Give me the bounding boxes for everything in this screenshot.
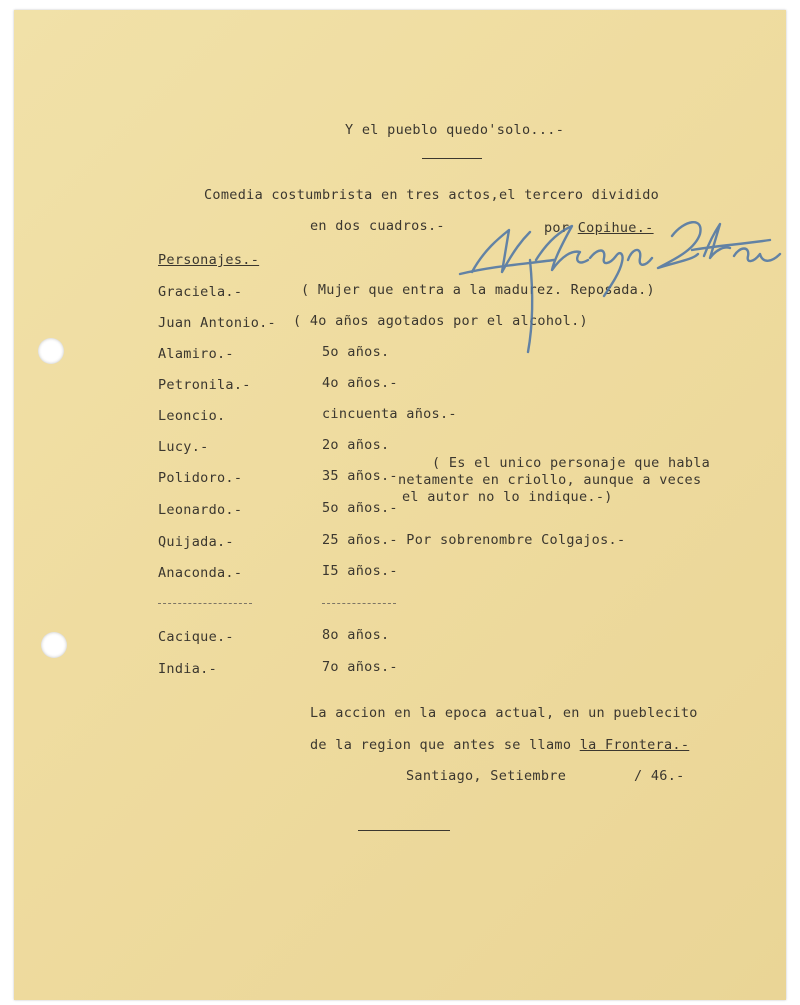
subtitle-line-2: en dos cuadros.- — [310, 218, 445, 234]
cast-desc: 5o años.- — [322, 500, 398, 516]
title-underline-rule — [422, 158, 482, 159]
cast-name: Anaconda.- — [158, 565, 243, 581]
cast-name: Polidoro.- — [158, 470, 243, 486]
cast-name: Lucy.- — [158, 439, 209, 455]
cast-name: Graciela.- — [158, 284, 243, 300]
cast-name: Petronila.- — [158, 377, 251, 393]
subtitle-line-1: Comedia costumbrista en tres actos,el tercero dividido — [204, 187, 660, 203]
setting-line-2-text: de la region que antes se llamo — [310, 737, 572, 753]
setting-line-2 — [310, 737, 689, 753]
cast-desc: 8o años. — [322, 627, 390, 643]
setting-line-1: La accion en la epoca actual, en un pueblecito — [310, 705, 698, 721]
cast-name: Juan Antonio.- — [158, 315, 276, 331]
cast-name: Quijada.- — [158, 534, 234, 550]
cast-desc: 35 años.- — [322, 468, 398, 484]
cast-desc: cincuenta años.- — [322, 406, 457, 422]
document-page — [14, 10, 786, 1000]
polidoro-note-line-1: ( Es el unico personaje que habla — [432, 455, 711, 471]
year: / 46.- — [634, 768, 685, 784]
handwritten-signature — [454, 210, 794, 360]
cast-name: India.- — [158, 661, 217, 677]
cast-name: Leonardo.- — [158, 502, 243, 518]
place-date: Santiago, Setiembre — [406, 768, 567, 784]
cast-divider-left — [158, 603, 252, 604]
author-name: Copihue.- — [577, 220, 654, 236]
closing-rule — [358, 830, 450, 831]
cast-desc: 2o años. — [322, 437, 390, 453]
cast-heading: Personajes.- — [158, 252, 260, 268]
punch-hole-bottom — [41, 632, 67, 658]
cast-divider-right — [322, 603, 396, 604]
cast-name: Alamiro.- — [158, 346, 234, 362]
author-prefix: por — [544, 220, 570, 236]
punch-hole-top — [38, 338, 64, 364]
setting-place: la Frontera.- — [579, 737, 690, 753]
cast-desc: 7o años.- — [322, 659, 398, 675]
cast-desc: ( 4o años agotados por el alcohol.) — [293, 313, 588, 329]
cast-desc: 4o años.- — [322, 375, 398, 391]
signature-icon — [454, 210, 794, 360]
cast-desc: 5o años. — [322, 344, 390, 360]
cast-name: Cacique.- — [158, 629, 234, 645]
cast-desc: I5 años.- — [322, 563, 398, 579]
document-title: Y el pueblo quedo'solo...- — [345, 122, 565, 138]
cast-desc: ( Mujer que entra a la madurez. Reposada.) — [301, 282, 655, 298]
polidoro-note-line-2: netamente en criollo, aunque a veces — [398, 472, 702, 488]
cast-desc: 25 años.- Por sobrenombre Colgajos.- — [322, 532, 626, 548]
polidoro-note-line-3: el autor no lo indique.-) — [402, 489, 613, 505]
cast-name: Leoncio. — [158, 408, 226, 424]
